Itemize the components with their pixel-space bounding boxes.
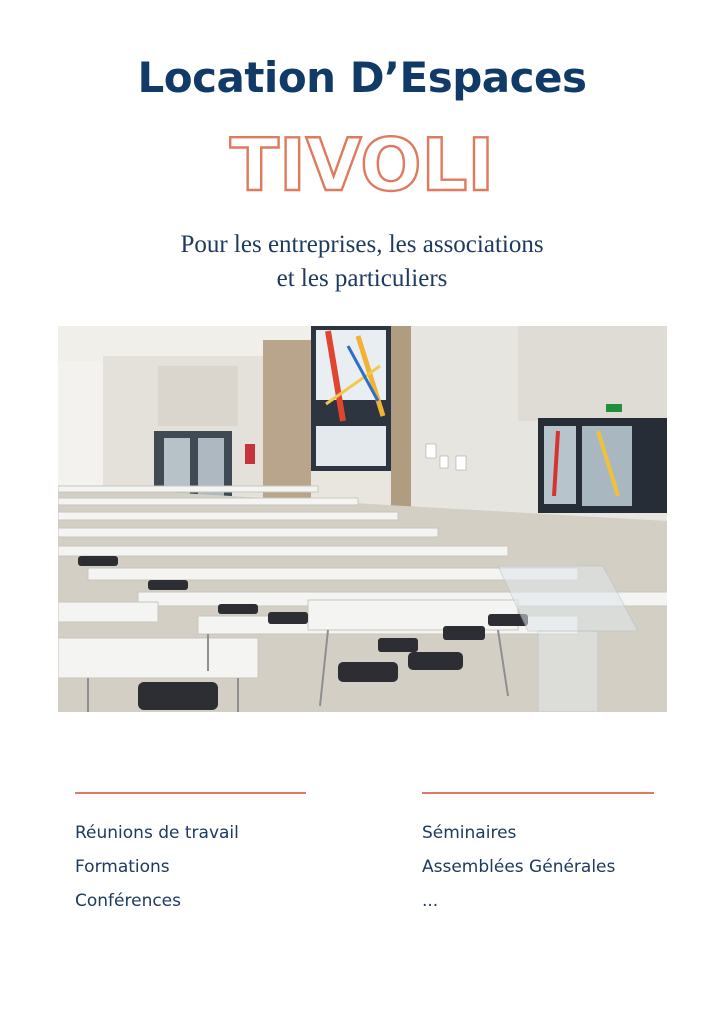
room-photo <box>58 326 667 712</box>
service-item: ... <box>422 891 439 911</box>
subtitle-line-2: et les particuliers <box>276 265 448 292</box>
divider-left <box>75 792 306 794</box>
services-list-right <box>422 820 615 922</box>
subtitle <box>0 228 724 296</box>
page-title: Location D’Espaces <box>137 53 587 102</box>
divider-right <box>422 792 654 794</box>
subtitle-line-1: Pour les entreprises, les associations <box>180 231 544 258</box>
brand-wordmark: TIVOLI <box>229 123 495 207</box>
service-item: Assemblées Générales <box>422 857 616 877</box>
service-item: Séminaires <box>422 823 517 843</box>
brand-logo <box>0 120 724 207</box>
service-item: Conférences <box>75 891 182 911</box>
services-list-left <box>75 820 239 922</box>
service-item: Réunions de travail <box>75 823 239 843</box>
service-item: Formations <box>75 857 170 877</box>
